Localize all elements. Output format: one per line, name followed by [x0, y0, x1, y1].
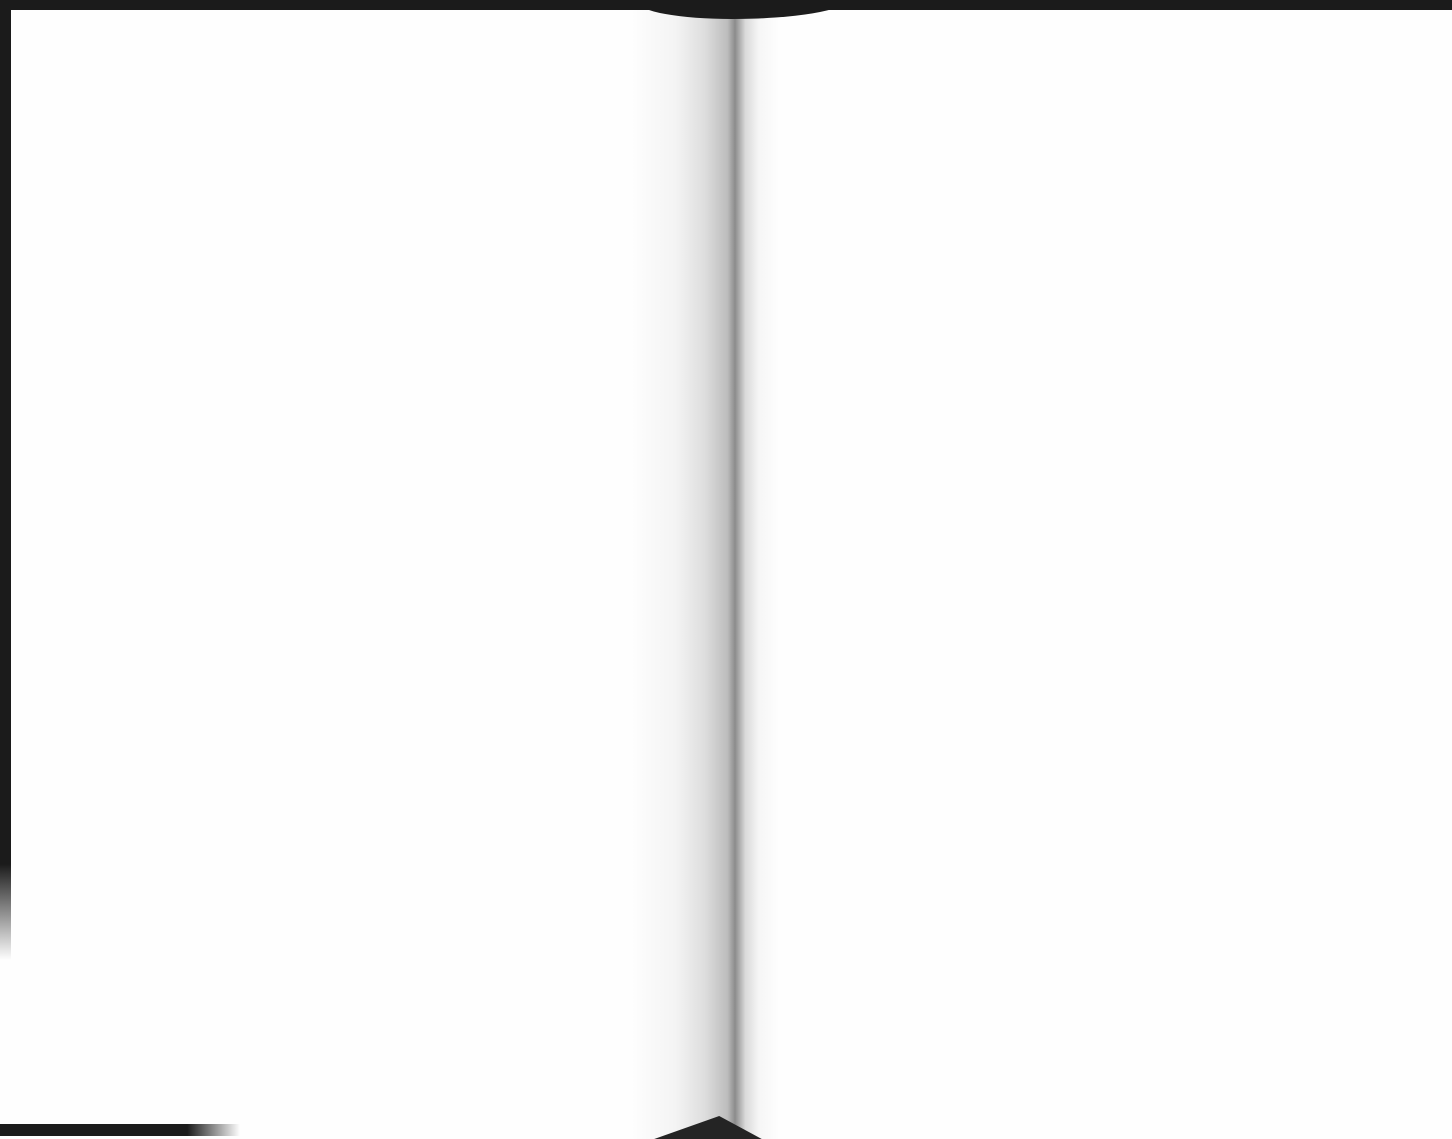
left-page-blank [11, 10, 661, 1139]
scan-border-left [0, 0, 11, 960]
colophon-page [780, 10, 1452, 1139]
scan-border-top [0, 0, 1452, 10]
